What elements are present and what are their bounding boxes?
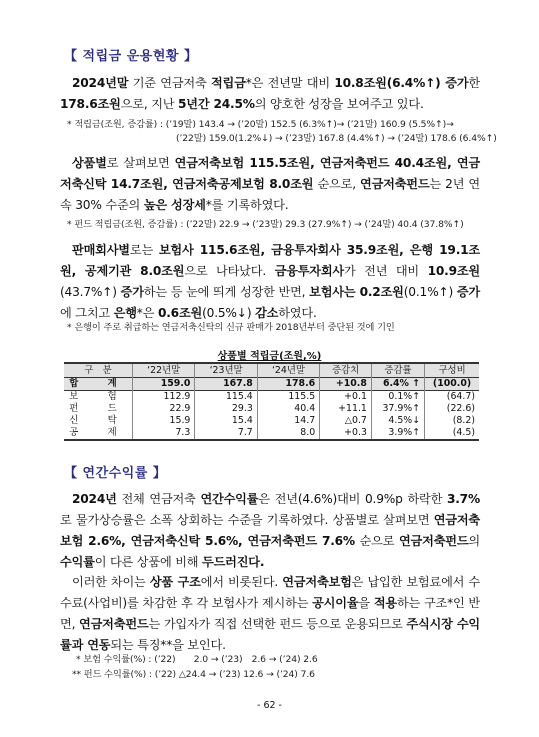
para3-run: 은행 bbox=[113, 306, 137, 320]
footnote-fund-return: ** 펀드 수익률(%) : (’22) △24.4 → (’23) 12.6 → (’24) 7.6 bbox=[72, 669, 315, 680]
para1-run: 5년간 24.5% bbox=[178, 97, 255, 111]
para5-run: 에서 비롯된다. bbox=[200, 575, 283, 589]
header-change-rate: 증감률 bbox=[371, 363, 424, 378]
para2-run: 높은 성장세 bbox=[143, 198, 206, 212]
para3-run: 가 전년 대비 bbox=[344, 264, 428, 278]
para3-run: (0.1%↑) bbox=[403, 285, 457, 299]
para4-run: 3.7% bbox=[446, 492, 480, 506]
para3-run: 판매회사별 bbox=[72, 243, 130, 257]
para2-run: *를 기록하였다. bbox=[205, 198, 289, 212]
para2-run: 는 2년 연속 30% 수준의 bbox=[60, 177, 480, 212]
header-change: 증감치 bbox=[320, 363, 372, 378]
para4-run: 두드러진다. bbox=[202, 555, 265, 569]
para3-run: 10.9조원 bbox=[427, 264, 480, 278]
para5-run: 연금저축보험 bbox=[282, 575, 352, 589]
para3-run: 하는 등 눈에 띄게 성장한 반면, bbox=[143, 285, 310, 299]
table-row-total: 합 계 159.0 167.8 178.6 +10.8 6.4% ↑ (100.0) bbox=[64, 378, 479, 391]
para1-run: 의 양호한 성장을 보여주고 있다. bbox=[254, 97, 424, 111]
para4-run: 순으로 bbox=[354, 534, 399, 548]
para2-run: 상품별 bbox=[72, 156, 107, 170]
para4-run: 연금저축펀드 bbox=[398, 534, 469, 548]
para3-run: 로는 bbox=[129, 243, 159, 257]
header-2022: ‘22년말 bbox=[133, 363, 195, 378]
paragraph-by-product bbox=[60, 153, 480, 216]
para3-run: (43.7%↑) bbox=[60, 285, 121, 299]
header-category: 구 분 bbox=[84, 364, 112, 376]
footnote-fund-reserve: * 펀드 적립금(조원, 증감률) : (’22말) 22.9 → (’23말) 29.3 (27.9%↑) → (’24말) 40.4 (37.8%↑) bbox=[67, 219, 464, 230]
para1-run: 기준 연금저축 bbox=[128, 76, 211, 90]
para5-run: 상품 구조 bbox=[149, 575, 201, 589]
para4-run: 로 물가상승률은 소폭 상회하는 수준을 기록하였다. 상품별로 살펴보면 bbox=[60, 513, 434, 527]
para3-run: *은 bbox=[136, 306, 158, 320]
para1-run: 한 bbox=[468, 76, 480, 90]
table-row-fund: 펀 드 22.9 29.3 40.4 +11.1 37.9%↑ (22.6) bbox=[64, 403, 479, 415]
footnote-bank: * 은행이 주로 취급하는 연금저축신탁의 신규 판매가 2018년부터 중단된 것에 기인 bbox=[67, 322, 395, 333]
para5-run: 는 가입자가 직접 선택한 펀드 등으로 운용되므로 bbox=[148, 617, 407, 631]
page-number: - 62 - bbox=[257, 700, 282, 711]
para4-run: 연금저축보험 2.6%, 연금저축신탁 5.6%, 연금저축펀드 7.6% bbox=[60, 513, 480, 548]
para3-run: 보험사는 0.2조원 bbox=[309, 285, 404, 299]
para1-run: 적립금 bbox=[210, 76, 246, 90]
footnote-insurance-return: * 보험 수익률(%) : (’22) 2.0 → (’23) 2.6 → (’24) 2.6 bbox=[76, 654, 318, 665]
paragraph-annual-return bbox=[60, 489, 480, 573]
para4-run: 은 전년(4.6%)대비 0.9%p 하락한 bbox=[258, 492, 447, 506]
para5-run: 하는 구조*인 반면, bbox=[60, 596, 480, 631]
section-heading-fund-status: 【 적립금 운용현황 】 bbox=[64, 49, 198, 64]
table-header-row bbox=[64, 363, 479, 378]
footnote-reserve-history-2: (’22말) 159.0(1.2%↓) → (’23말) 167.8 (4.4%↑) → (’24말) 178.6 (6.4%↑) bbox=[176, 133, 497, 144]
section-heading-annual-return: 【 연간수익률 】 bbox=[64, 466, 167, 481]
para5-run: 주식시장 수익률과 연동 bbox=[60, 617, 480, 652]
para4-run: 연간수익률 bbox=[200, 492, 259, 506]
para1-run: *은 전년말 대비 bbox=[245, 76, 335, 90]
table-row-mutual-aid: 공 제 7.3 7.7 8.0 +0.3 3.9%↑ (4.5) bbox=[64, 427, 479, 440]
para5-run: 을 bbox=[358, 596, 374, 610]
para5-run: 적용 bbox=[373, 596, 397, 610]
table-row-insurance: 보 험 112.9 115.4 115.5 +0.1 0.1%↑ (64.7) bbox=[64, 391, 479, 404]
paragraph-by-seller bbox=[60, 240, 480, 324]
para2-run: 로 살펴보면 bbox=[106, 156, 175, 170]
table-row-trust: 신 탁 15.9 15.4 14.7 △0.7 4.5%↓ (8.2) bbox=[64, 415, 479, 427]
reserve-by-product-table bbox=[64, 362, 479, 441]
header-2024: ‘24년말 bbox=[257, 363, 319, 378]
para3-run: 으로 나타났다. bbox=[184, 264, 275, 278]
para3-run: 0.6조원 bbox=[157, 306, 203, 320]
para5-run: 공시이율 bbox=[312, 596, 359, 610]
para5-run: 연금저축펀드 bbox=[79, 617, 149, 631]
para1-run: 2024년말 bbox=[72, 76, 129, 90]
para5-run: 이러한 차이는 bbox=[72, 575, 150, 589]
para5-run: 되는 특징**을 보인다. bbox=[110, 638, 226, 652]
para2-run: 연금저축펀드 bbox=[360, 177, 430, 191]
para1-run: 10.8조원(6.4%↑) bbox=[334, 76, 441, 90]
para3-run: 보험사 115.6조원, 금융투자회사 35.9조원, 은행 19.1조원, 공제기관 8.0조원 bbox=[60, 243, 480, 278]
para3-run: (0.5%↓) bbox=[202, 306, 256, 320]
para2-run: 연금저축보험 115.5조원, 연금저축펀드 40.4조원, 연금저축신탁 14.7조원, 연금저축공제보험 8.0조원 bbox=[60, 156, 480, 191]
para3-run: 감소 bbox=[255, 306, 279, 320]
header-2023: ‘23년말 bbox=[195, 363, 257, 378]
para3-run: 증가 bbox=[120, 285, 144, 299]
paragraph-structure-difference bbox=[60, 572, 480, 656]
para1-run: 178.6조원 bbox=[60, 97, 121, 111]
para3-run: 증가 bbox=[456, 285, 480, 299]
para3-run: 에 그치고 bbox=[60, 306, 114, 320]
para4-run: 의 bbox=[468, 534, 480, 548]
para1-run: 으로, 지난 bbox=[120, 97, 179, 111]
para1-run: 증가 bbox=[440, 76, 469, 90]
footnote-reserve-history-1: * 적립금(조원, 증감률) : (’19말) 143.4 → (’20말) 152.5 (6.3%↑)→ (’21말) 160.9 (5.5%↑)→ bbox=[67, 119, 454, 130]
para5-run: 은 납입한 보험료에서 수수료(사업비)를 차감한 후 각 보험사가 제시하는 bbox=[60, 575, 480, 610]
para2-run: 순으로, bbox=[313, 177, 361, 191]
para4-run: 2024년 bbox=[72, 492, 117, 506]
para3-run: 하였다. bbox=[278, 306, 317, 320]
table-title: 상품별 적립금(조원,%) bbox=[217, 351, 322, 362]
para4-run: 수익률 bbox=[60, 555, 95, 569]
para4-run: 전체 연금저축 bbox=[116, 492, 201, 506]
para3-run: 금융투자회사 bbox=[274, 264, 345, 278]
para4-run: 이 다른 상품에 비해 bbox=[94, 555, 203, 569]
paragraph-reserve-total bbox=[60, 73, 480, 115]
header-share: 구성비 bbox=[425, 363, 479, 378]
